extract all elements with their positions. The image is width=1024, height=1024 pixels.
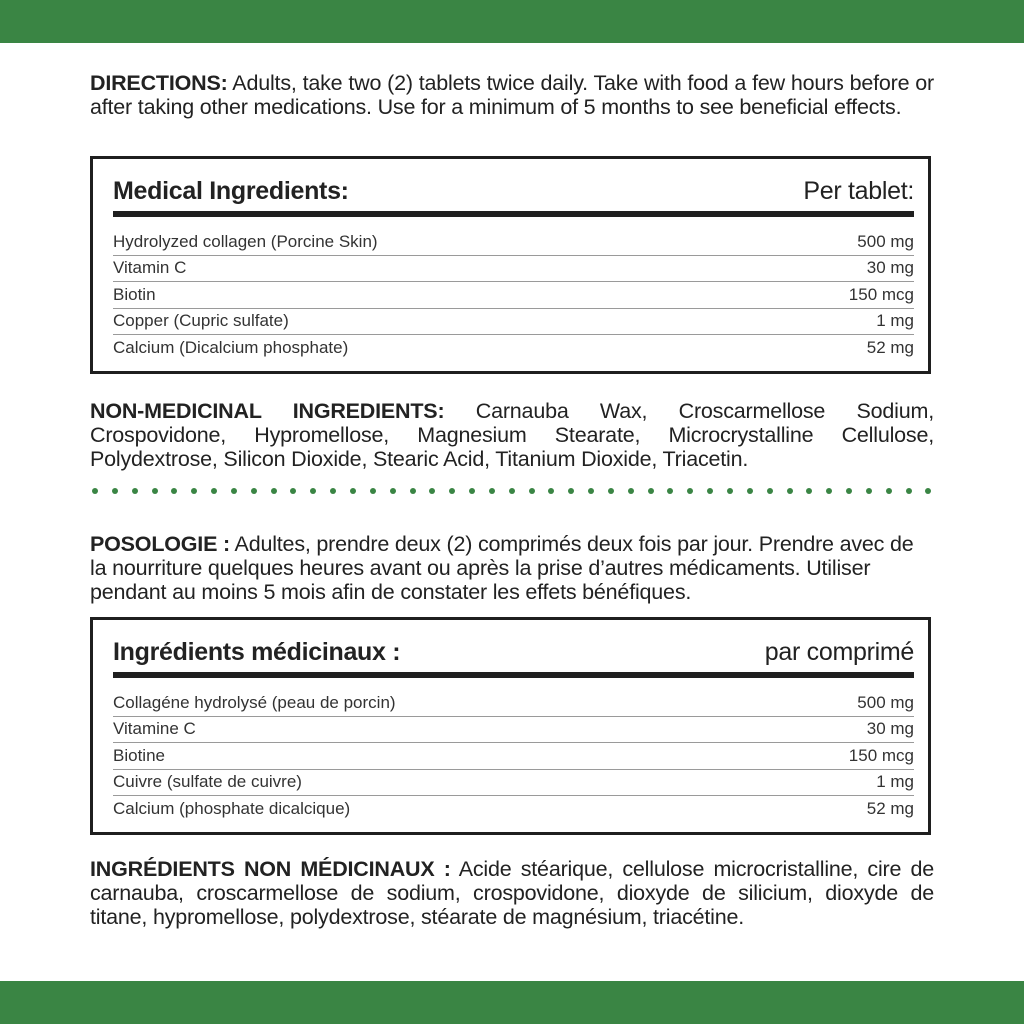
table-title: Ingrédients médicinaux : (113, 637, 401, 666)
ingredient-amount: 150 mcg (848, 284, 914, 304)
divider-dot (271, 488, 277, 494)
divider-dot (509, 488, 515, 494)
divider-dot (648, 488, 654, 494)
ingredient-amount: 500 mg (857, 692, 914, 712)
divider-dot (906, 488, 912, 494)
divider-dot (568, 488, 574, 494)
table-row (113, 743, 914, 770)
bottom-green-band (0, 981, 1024, 1024)
ingredient-amount: 52 mg (866, 798, 914, 818)
divider-dot (429, 488, 435, 494)
table-row (113, 717, 914, 744)
directions-en-text: Adults, take two (2) tablets twice daily. Take with food a few hours before or after taking other medications. Use for a minimum of 5 months to see beneficial effects. (90, 71, 934, 119)
table-heavy-rule (113, 211, 914, 217)
nonmedicinal-en-label: NON-MEDICINAL INGREDIENTS: (90, 399, 445, 423)
ingredient-name: Biotine (113, 745, 165, 765)
medical-ingredients-table-en (90, 156, 931, 374)
ingredient-name: Hydrolyzed collagen (Porcine Skin) (113, 231, 378, 251)
divider-dot (112, 488, 118, 494)
divider-dot (92, 488, 98, 494)
nonmedicinal-fr-label: INGRÉDIENTS NON MÉDICINAUX : (90, 857, 451, 881)
table-header (113, 173, 914, 209)
divider-dot (727, 488, 733, 494)
table-header (113, 634, 914, 670)
divider-dot (925, 488, 931, 494)
ingredient-amount: 30 mg (866, 258, 914, 278)
dotted-divider (92, 486, 932, 496)
divider-dot (191, 488, 197, 494)
divider-dot (667, 488, 673, 494)
directions-en (90, 71, 934, 119)
ingredient-name: Cuivre (sulfate de cuivre) (113, 772, 302, 792)
ingredient-name: Collagéne hydrolysé (peau de porcin) (113, 692, 396, 712)
ingredient-name: Calcium (Dicalcium phosphate) (113, 337, 349, 357)
divider-dot (132, 488, 138, 494)
divider-dot (410, 488, 416, 494)
table-row (113, 796, 914, 822)
table-row (113, 309, 914, 336)
divider-dot (231, 488, 237, 494)
divider-dot (370, 488, 376, 494)
ingredient-name: Copper (Cupric sulfate) (113, 311, 289, 331)
divider-dot (866, 488, 872, 494)
divider-dot (548, 488, 554, 494)
divider-dot (588, 488, 594, 494)
directions-en-label: DIRECTIONS: (90, 71, 228, 95)
divider-dot (687, 488, 693, 494)
divider-dot (290, 488, 296, 494)
top-green-band (0, 0, 1024, 43)
divider-dot (747, 488, 753, 494)
divider-dot (489, 488, 495, 494)
ingredient-name: Calcium (phosphate dicalcique) (113, 798, 351, 818)
divider-dot (251, 488, 257, 494)
divider-dot (846, 488, 852, 494)
divider-dot (608, 488, 614, 494)
nonmedicinal-fr-text: Acide stéarique, cellulose microcristalline, cire de carnauba, croscarmellose de sodium, crospovidone, dioxyde de silicium, dioxyde de titane, hypromellose, polydextrose, stéarate de magnésium, triacétine. (90, 857, 934, 929)
divider-dot (529, 488, 535, 494)
table-row (113, 256, 914, 283)
medical-ingredients-table-fr (90, 617, 931, 835)
table-row (113, 282, 914, 309)
ingredient-name: Biotin (113, 284, 156, 304)
divider-dot (806, 488, 812, 494)
divider-dot (886, 488, 892, 494)
divider-dot (707, 488, 713, 494)
divider-dot (767, 488, 773, 494)
divider-dot (469, 488, 475, 494)
divider-dot (390, 488, 396, 494)
table-per-label: par comprimé (764, 637, 914, 666)
nonmedicinal-en (90, 399, 934, 471)
divider-dot (152, 488, 158, 494)
table-row (113, 229, 914, 256)
table-title: Medical Ingredients: (113, 176, 349, 205)
ingredient-amount: 150 mcg (848, 745, 914, 765)
table-rows (113, 690, 914, 822)
ingredient-amount: 30 mg (866, 719, 914, 739)
divider-dot (330, 488, 336, 494)
table-row (113, 335, 914, 361)
divider-dot (350, 488, 356, 494)
divider-dot (826, 488, 832, 494)
table-row (113, 770, 914, 797)
table-rows (113, 229, 914, 361)
divider-dot (171, 488, 177, 494)
ingredient-amount: 1 mg (876, 772, 914, 792)
ingredient-amount: 52 mg (866, 337, 914, 357)
divider-dot (211, 488, 217, 494)
ingredient-name: Vitamine C (113, 719, 196, 739)
divider-dot (628, 488, 634, 494)
table-row (113, 690, 914, 717)
divider-dot (787, 488, 793, 494)
nonmedicinal-fr (90, 857, 934, 929)
ingredient-name: Vitamin C (113, 258, 187, 278)
ingredient-amount: 1 mg (876, 311, 914, 331)
directions-fr-label: POSOLOGIE : (90, 532, 230, 556)
divider-dot (449, 488, 455, 494)
table-per-label: Per tablet: (803, 176, 914, 205)
nonmedicinal-en-text: Carnauba Wax, Croscarmellose Sodium, Crospovidone, Hypromellose, Magnesium Stearate, Microcrystalline Cellulose, Polydextrose, Silicon Dioxide, Stearic Acid, Titanium Dioxide, Triacetin. (90, 399, 934, 471)
ingredient-amount: 500 mg (857, 231, 914, 251)
directions-fr-text: Adultes, prendre deux (2) comprimés deux fois par jour. Prendre avec de la nourriture quelques heures avant ou après la prise d’autres médicaments. Utiliser pendant au moins 5 mois afin de constater les effets bénéfiques. (90, 532, 914, 604)
directions-fr (90, 532, 934, 604)
divider-dot (310, 488, 316, 494)
table-heavy-rule (113, 672, 914, 678)
